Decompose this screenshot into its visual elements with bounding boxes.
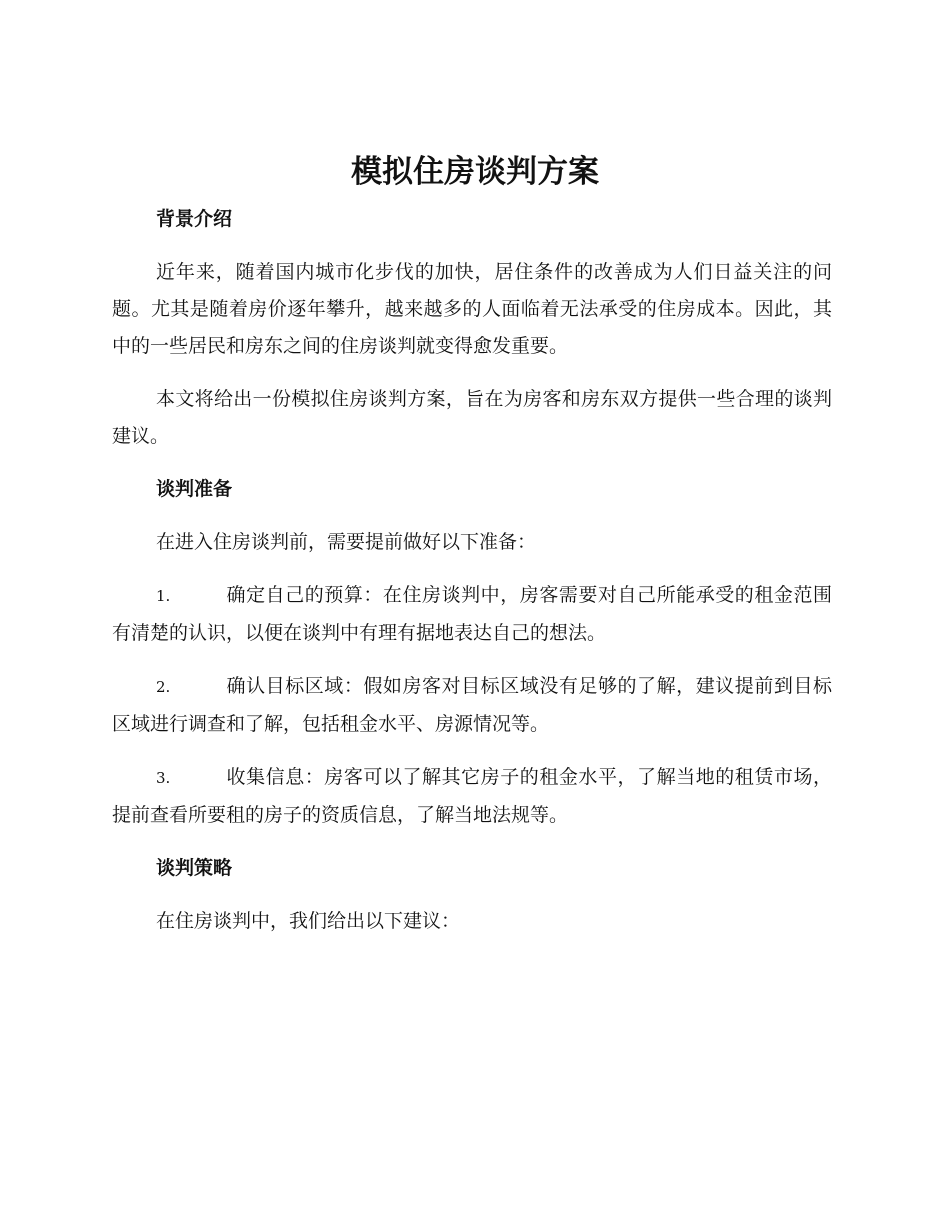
paragraph-strategy-intro: 在住房谈判中，我们给出以下建议： [156,910,461,932]
document-title: 模拟住房谈判方案 [351,154,599,190]
paragraph-preparation-intro: 在进入住房谈判前，需要提前做好以下准备： [156,531,537,553]
paragraph-background-1: 近年来，随着国内城市化步伐的加快，居住条件的改善成为人们日益关注的问题。尤其是随着房价逐年攀升，越来越多的人面临着无法承受的住房成本。因此，其中的一些居民和房东之间的住房谈判就变得愈发重要。 [112,261,832,357]
list-item [112,759,832,834]
section-heading-preparation: 谈判准备 [156,478,233,500]
list-item-number: 2. [156,678,171,696]
list-item-number: 1. [156,587,171,605]
list-item [112,577,832,652]
list-item-text: 收集信息：房客可以了解其它房子的租金水平，了解当地的租赁市场，提前查看所要租的房子的资质信息，了解当地法规等。 [112,766,832,826]
section-heading-background: 背景介绍 [156,208,233,230]
list-item-text: 确认目标区域：假如房客对目标区域没有足够的了解，建议提前到目标区域进行调查和了解，包括租金水平、房源情况等。 [112,675,832,735]
list-item-text: 确定自己的预算：在住房谈判中，房客需要对自己所能承受的租金范围有清楚的认识，以便在谈判中有理有据地表达自己的想法。 [112,584,832,644]
list-item [112,668,832,743]
paragraph-background-2: 本文将给出一份模拟住房谈判方案，旨在为房客和房东双方提供一些合理的谈判建议。 [112,388,832,447]
section-heading-strategy: 谈判策略 [156,857,233,879]
list-item-number: 3. [156,769,171,787]
document-body [112,201,832,956]
